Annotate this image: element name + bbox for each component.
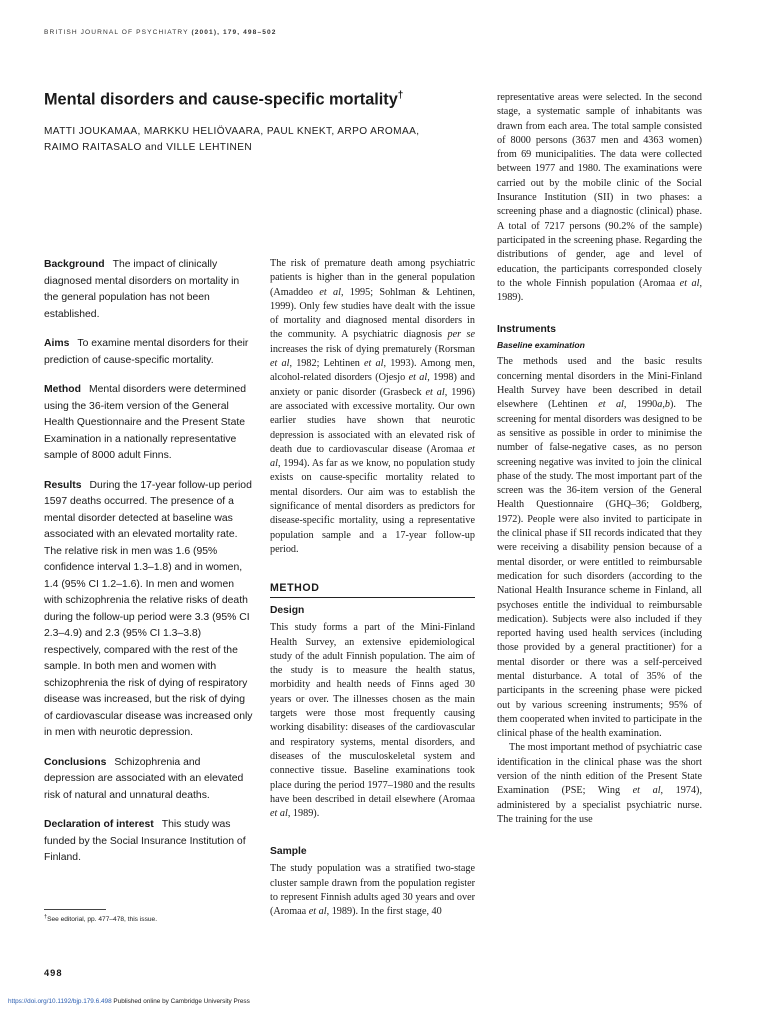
authors-line-1: MATTI JOUKAMAA, MARKKU HELIÖVAARA, PAUL KNEKT, ARPO AROMAA, xyxy=(44,126,420,137)
abstract-declaration xyxy=(44,817,254,867)
abstract-aims xyxy=(44,336,254,369)
footnote-mark: † xyxy=(44,914,48,920)
abstract-method xyxy=(44,382,254,465)
pse-paragraph: The most important method of psychiatric case identification in the clinical phase was the short version of the ninth edition of the Present State Examination (PSE; Wing et al, 1974), administered by a specialist psychiatric nurse. The training for the use xyxy=(497,742,702,825)
running-header xyxy=(44,29,277,36)
abstract-method-text: Mental disorders were determined using the 36-item version of the General Health Questionnaire and the Present State Examination in a nationally representative sample of 8000 adult Finns. xyxy=(44,384,247,461)
design-paragraph: This study forms a part of the Mini-Finland Health Survey, an extensive epidemiological study of the adult Finnish population. The aim of the study is to measure the health status, morbidity and health needs of Finns aged 30 years or over. The illnesses chosen as the main targets were those most frequently causing working disability: diseases of the cardiovascular and respiratory systems, mental disorders, and diseases of the musculoskeletal system and connective tissue. Baseline examinations took place during the period 1977–1980 and the results have been described in detail elsewhere (Aromaa et al, 1989). xyxy=(270,622,475,820)
abstract-background-label: Background xyxy=(44,259,105,270)
doi-footer xyxy=(8,998,250,1005)
abstract-results xyxy=(44,478,254,742)
subheading-baseline-examination: Baseline examination xyxy=(497,340,585,351)
sample-paragraph-start: The study population was a stratified two-stage cluster sample drawn from the population register to represent Finnish adults aged 30 years and over (Aromaa et al, 1989). In the first stage, 40 xyxy=(270,863,475,918)
article-title-text: Mental disorders and cause-specific mortality xyxy=(44,90,398,109)
article-title xyxy=(44,90,484,109)
doi-link[interactable]: https://doi.org/10.1192/bjp.179.6.498 xyxy=(8,998,112,1005)
abstract-background xyxy=(44,257,254,323)
title-footnote-mark[interactable]: † xyxy=(397,90,404,101)
abstract xyxy=(44,257,254,880)
abstract-results-label: Results xyxy=(44,479,82,491)
section-heading-method: METHOD xyxy=(270,582,475,598)
abstract-background-text: The impact of clinically diagnosed mental disorders on mortality in the general population has not been established. xyxy=(44,259,240,320)
subheading-design: Design xyxy=(270,605,305,617)
abstract-aims-text: To examine mental disorders for their prediction of cause-specific mortality. xyxy=(44,338,249,366)
intro-paragraph: The risk of premature death among psychiatric patients is higher than in the general population (Amaddeo et al, 1995; Sohlman & Lehtinen, 1999). Only few studies have dealt with the issue of mortality and diagnosed mental disorders in the community. A psychiatric diagnosis per se increases the risk of dying prematurely (Rorsman et al, 1982; Lehtinen et al, 1993). Among men, alcohol-related disorders (Ojesjo et al, 1998) and anxiety or panic disorder (Grasbeck et al, 1996) are associated with excessive mortality. Our own earlier studies have shown that neurotic depression is associated with an elevated risk of death due to cardiovascular disease (Aromaa et al, 1994). As far as we know, no population study exists on cause-specific mortality related to mental disorders. Our aim was to establish the significance of mental disorders as predictors for disease-specific mortality, using a representative population sample and a 17-year follow-up period. xyxy=(270,258,475,555)
footnote-text: See editorial, pp. 477–478, this issue. xyxy=(47,916,158,924)
abstract-declaration-label: Declaration of interest xyxy=(44,819,154,830)
sample-paragraph-continued: representative areas were selected. In the second stage, a systematic sample of inhabitants was drawn from each area. The total sample consisted of 8000 persons (3637 men and 4363 women) from 69 municipalities. The data were collected between 1977 and 1980. The examinations were carried out by the mobile clinic of the Social Insurance Institution (SII) in two phases: a screening phase and a diagnostic (clinical) phase. A total of 7217 persons (90.2% of the sample) participated in the screening phase. Regarding the distributions of gender, age and level of education, the participants corresponded closely to the whole Finnish population (Aromaa et al, 1989). xyxy=(497,92,703,304)
subheading-sample: Sample xyxy=(270,846,307,858)
abstract-aims-label: Aims xyxy=(44,338,70,349)
body-column-middle xyxy=(270,257,475,920)
baseline-paragraph: The methods used and the basic results concerning mental disorders in the Mini-Finland Health Survey have been described in detail elsewhere (Lehtinen et al, 1990a,b). The screening for mental disorders was designed to be as sensitive as possible in order to minimise the number of false-negative cases, as no person screening negative was invited to join the clinical phase of the study. The most important part of the screen was the 36-item version of the General Health Questionnaire (GHQ–36; Goldberg, 1972). People were also invited to participate in the clinical phase if SII records indicated that they were receiving a disability pension because of a mental disorder, or were entitled to reimbursable medication for such disorders (according to the National Health Insurance scheme in Finland, all psychoses entitle the individual to reimbursable medication). Subjects were also included if they reported having used health services (including those provided by a general practitioner) for a mental disorder or there was a self-perceived mental disturbance. A total of 35% of the participants in the screening phase were picked out by various screening instruments; 95% of them cooperated when invited to participate in the clinical phase of the health examination. xyxy=(497,356,703,740)
page-number: 498 xyxy=(44,968,63,978)
authors-line-2: RAIMO RAITASALO and VILLE LEHTINEN xyxy=(44,142,253,153)
abstract-conclusions-label: Conclusions xyxy=(44,756,107,768)
author-list xyxy=(44,124,484,156)
footnote-divider xyxy=(44,909,106,910)
body-column-right xyxy=(497,91,702,827)
journal-name: BRITISH JOURNAL OF PSYCHIATRY xyxy=(44,29,189,36)
subheading-instruments: Instruments xyxy=(497,324,556,336)
footnote xyxy=(44,914,264,923)
publisher-note: Published online by Cambridge University Press xyxy=(113,998,250,1005)
abstract-method-label: Method xyxy=(44,384,81,395)
abstract-declaration-text: This study was funded by the Social Insurance Institution of Finland. xyxy=(44,819,246,863)
abstract-conclusions-text: Schizophrenia and depression are associated with an elevated risk of natural and unnatural deaths. xyxy=(44,756,244,801)
abstract-results-text: During the 17-year follow-up period 1597 deaths occurred. The presence of a mental disorder detected at baseline was associated with an elevated mortality rate. The relative risk in men was 1.6 (95% confidence interval 1.3–1.8) and in women, 1.4 (95% CI 1.2–1.6). In men and women with schizophrenia the relative risks of death during the follow-up period were 3.3 (95% CI 2.3–4.9) and 2.3 (95% CI 1.3–3.8) respectively, compared with the rest of the sample. In both men and women with schizophrenia the risk of dying of respiratory disease was increased, but the risk of dying of cardiovascular disease was increased only in men with neurotic depression. xyxy=(44,479,253,738)
journal-citation: (2001), 179, 498–502 xyxy=(191,29,277,36)
abstract-conclusions xyxy=(44,755,254,805)
